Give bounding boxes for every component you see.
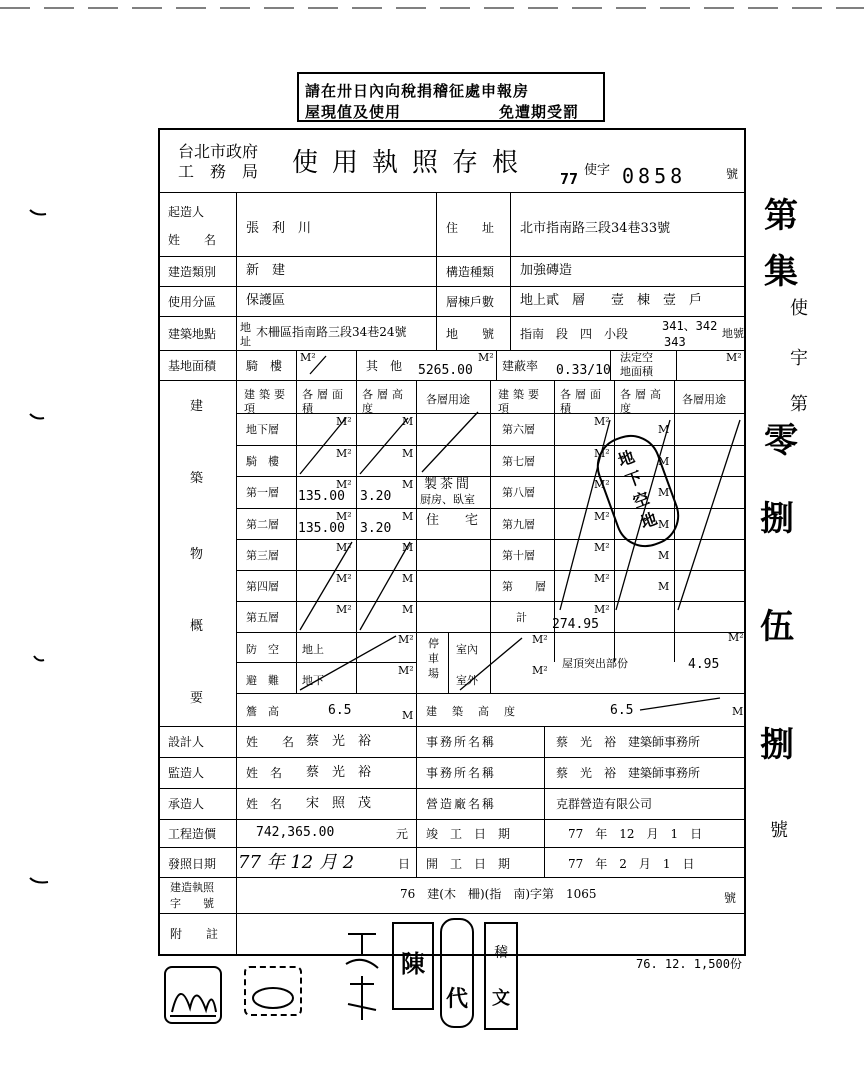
parking-indoor: 室內	[456, 643, 478, 656]
unit-arcade-height: M	[402, 447, 414, 460]
margin-char-10: 號	[770, 820, 788, 841]
unit-indoor: M²	[532, 633, 548, 646]
other-label: 其 他	[366, 359, 403, 373]
eaves-height-label: 簷 高	[246, 705, 279, 718]
unit-3f-height: M	[402, 541, 414, 554]
unit-7f-area: M²	[594, 447, 610, 460]
agency-name: 台北市政府	[178, 142, 259, 161]
floor-label-nf: 第 層	[502, 580, 546, 593]
other-unit: M²	[478, 351, 494, 364]
contractor-label: 承造人	[168, 797, 205, 811]
notice-line-2: 屋現值及使用	[305, 103, 402, 121]
building-permit-label-2: 字 號	[170, 897, 214, 910]
unit-9f-area: M²	[594, 510, 610, 523]
unit-building-height: M	[732, 705, 744, 718]
unit-4f-area: M²	[336, 572, 352, 585]
building-height: 6.5	[610, 703, 634, 718]
completion-date: 77 年 12 月 1 日	[568, 827, 703, 841]
unit-7f-height: M	[658, 455, 670, 468]
margin-char-4: 宇	[790, 348, 808, 369]
unit-2f-height: M	[402, 510, 414, 523]
col-head-height-right: 各層高度	[620, 388, 665, 415]
unit-5f-area: M²	[336, 603, 352, 616]
unit-8f-height: M	[658, 486, 670, 499]
permit-number: 0858	[622, 164, 687, 188]
margin-char-7: 捌	[760, 499, 794, 539]
margin-char-9: 捌	[760, 725, 794, 765]
overview-side-3: 物	[190, 547, 204, 562]
lot-label: 地 號	[446, 327, 495, 341]
permit-word: 使字	[584, 163, 611, 178]
designer-office-label: 事務所名稱	[426, 735, 497, 749]
arcade-unit: M²	[300, 351, 316, 364]
owner-name: 張 利 川	[246, 221, 312, 236]
unit-arcade-area: M²	[336, 447, 352, 460]
floor-2-use: 住 宅	[426, 513, 479, 528]
roof-projection-value: 4.95	[688, 657, 720, 672]
overview-side-5: 要	[190, 691, 204, 706]
issue-day-suffix: 日	[398, 857, 411, 871]
agency-bureau: 工 務 局	[178, 162, 259, 181]
designer-name-label: 姓 名	[246, 735, 295, 749]
parking-outdoor: 室外	[456, 674, 478, 687]
site-addr-label-2: 址	[240, 335, 251, 348]
signature-seal-dai-text: 代	[445, 986, 468, 1012]
coverage-label: 建蔽率	[502, 359, 539, 373]
floor-label-7f: 第七層	[502, 455, 535, 468]
owner-address-label: 住 址	[446, 221, 495, 235]
open-space-label-1: 法定空	[620, 351, 653, 364]
lot-number-2: 343	[664, 335, 686, 349]
arcade-label: 騎 樓	[246, 359, 283, 373]
remarks-label: 附 註	[170, 927, 219, 941]
issue-date-label: 發照日期	[168, 857, 217, 871]
cost-unit: 元	[396, 827, 409, 841]
unit-b1-area: M²	[336, 415, 352, 428]
unit-9f-height: M	[658, 518, 670, 531]
floor-label-10f: 第十層	[502, 549, 535, 562]
floors-label: 層棟戶數	[446, 295, 495, 309]
completion-date-label: 竣 工 日 期	[426, 827, 511, 841]
unit-10f-height: M	[658, 549, 670, 562]
col-head-use-right: 各層用途	[682, 393, 726, 406]
col-head-area-left: 各層面積	[302, 388, 347, 415]
unit-3f-area: M²	[336, 541, 352, 554]
unit-6f-height: M	[658, 423, 670, 436]
supervisor-name: 蔡 光 裕	[306, 765, 372, 780]
notice-line-2-end: 免遭期受罰	[499, 103, 580, 121]
floor-label-1f: 第一層	[246, 486, 279, 499]
start-date-label: 開 工 日 期	[426, 857, 511, 871]
signature-seal-chen-text: 陳	[401, 949, 425, 978]
building-permit-number: 76 建(木 柵)(指 南)字第 1065	[400, 887, 597, 901]
margin-char-8: 伍	[760, 607, 794, 647]
building-permit-suffix: 號	[724, 891, 737, 905]
supervisor-office-label: 事務所名稱	[426, 766, 497, 780]
floor-1-use: 製茶間	[424, 477, 473, 492]
owner-address: 北市指南路三段34巷33號	[520, 221, 671, 236]
issue-date: 77 年 12 月 2	[238, 852, 355, 873]
floor-2-area: 135.00	[298, 521, 345, 536]
zone-label: 使用分區	[168, 295, 217, 309]
designer-name: 蔡 光 裕	[306, 734, 372, 749]
lot-number-1: 341、342	[662, 319, 718, 333]
col-head-area-right: 各層面積	[560, 388, 605, 415]
approval-stamp-text: 地下空地	[615, 446, 660, 533]
shelter-above: 地上	[302, 643, 324, 656]
construction-firm-label: 營造廠名稱	[426, 797, 497, 811]
designer-office: 蔡 光 裕 建築師事務所	[556, 735, 701, 749]
unit-8f-area: M²	[594, 478, 610, 491]
floor-label-6f: 第六層	[502, 423, 535, 436]
floor-label-arcade: 騎 樓	[246, 455, 279, 468]
floor-label-9f: 第九層	[502, 518, 535, 531]
unit-outdoor: M²	[532, 664, 548, 677]
unit-10f-area: M²	[594, 541, 610, 554]
coverage-value: 0.33/10	[556, 363, 611, 378]
floor-label-4f: 第四層	[246, 580, 279, 593]
unit-nf-area: M²	[594, 572, 610, 585]
unit-5f-height: M	[402, 603, 414, 616]
project-cost: 742,365.00	[256, 825, 335, 840]
open-space-label-2: 地面積	[620, 365, 653, 378]
site-address: 木柵區指南路三段34巷24號	[256, 325, 407, 339]
civil-defense-label: 防 空	[246, 643, 279, 656]
unit-1f-height: M	[402, 478, 414, 491]
lot-suffix: 地號	[722, 327, 744, 340]
eaves-height: 6.5	[328, 703, 352, 718]
floors-value: 地上貳 層 壹 棟 壹 戶	[520, 293, 703, 308]
page-title: 使用執照存根	[292, 148, 533, 178]
floor-label-2f: 第二層	[246, 518, 279, 531]
unit-2f-area: M²	[336, 510, 352, 523]
margin-char-1: 第	[764, 196, 798, 236]
zone-value: 保護區	[246, 293, 286, 308]
supervisor-office: 蔡 光 裕 建築師事務所	[556, 766, 701, 780]
unit-total-area: M²	[594, 603, 610, 616]
margin-char-2: 集	[764, 252, 798, 292]
overview-side-1: 建	[190, 399, 204, 414]
unit-shelter-below: M²	[398, 664, 414, 677]
supervisor-name-label: 姓 名	[246, 766, 283, 780]
unit-nf-height: M	[658, 580, 670, 593]
permit-year: 77	[560, 170, 579, 188]
floor-label-b1: 地下層	[246, 423, 279, 436]
floor-1-use-2: 厨房、臥室	[420, 493, 475, 506]
owner-name-label: 姓 名	[168, 233, 217, 247]
notice-line-1: 請在卅日內向稅捐稽征處申報房	[305, 82, 530, 100]
floor-1-height: 3.20	[360, 489, 392, 504]
unit-4f-height: M	[402, 572, 414, 585]
floor-label-8f: 第八層	[502, 486, 535, 499]
floor-2-height: 3.20	[360, 521, 392, 536]
margin-char-6: 零	[764, 421, 798, 461]
col-head-use-left: 各層用途	[426, 393, 470, 406]
building-type-label: 建造類別	[168, 265, 217, 279]
unit-1f-area: M²	[336, 478, 352, 491]
unit-roof-top: M²	[728, 631, 744, 644]
building-height-label: 建 築 高 度	[426, 705, 517, 718]
other-area: 5265.00	[418, 363, 473, 378]
start-date: 77 年 2 月 1 日	[568, 857, 695, 871]
overview-side-4: 概	[190, 619, 204, 634]
construction-firm: 克群營造有限公司	[556, 797, 653, 811]
signature-seal-wen-text: 文	[492, 988, 510, 1009]
margin-char-3: 使	[790, 298, 808, 319]
total-area: 274.95	[552, 617, 599, 632]
unit-6f-area: M²	[594, 415, 610, 428]
col-head-item-right: 建築要項	[498, 388, 543, 415]
overview-side-2: 築	[190, 471, 204, 486]
site-addr-label-1: 地	[240, 321, 251, 334]
floor-label-5f: 第五層	[246, 611, 279, 624]
parking-label: 停車場	[428, 637, 439, 680]
contractor-name: 宋 照 茂	[306, 796, 372, 811]
owner-label: 起造人	[168, 205, 205, 219]
shelter-below: 地下	[302, 674, 324, 687]
contractor-name-label: 姓 名	[246, 797, 283, 811]
total-label: 計	[516, 611, 527, 624]
col-head-item-left: 建築要項	[244, 388, 289, 415]
unit-b1-height: M	[402, 415, 414, 428]
supervisor-label: 監造人	[168, 766, 205, 780]
permit-suffix: 號	[726, 167, 739, 181]
floor-label-3f: 第三層	[246, 549, 279, 562]
lot-section: 指南 段 四 小段	[520, 327, 629, 341]
signature-seal-ji-text: 稽	[494, 945, 508, 961]
print-run: 76. 12. 1,500份	[636, 957, 742, 971]
site-label: 建築地點	[168, 327, 217, 341]
unit-shelter-above: M²	[398, 633, 414, 646]
roof-projection-label: 屋頂突出部份	[562, 657, 628, 670]
building-type: 新 建	[246, 263, 286, 278]
project-cost-label: 工程造價	[168, 827, 217, 841]
margin-char-5: 第	[790, 394, 808, 415]
structure-type: 加強磚造	[520, 263, 573, 278]
site-area-label: 基地面積	[168, 359, 217, 373]
evacuation-label: 避 難	[246, 674, 279, 687]
designer-label: 設計人	[168, 735, 205, 749]
col-head-height-left: 各層高度	[362, 388, 407, 415]
structure-label: 構造種類	[446, 265, 495, 279]
open-space-unit: M²	[726, 351, 742, 364]
unit-eaves: M	[402, 709, 414, 722]
floor-1-area: 135.00	[298, 489, 345, 504]
building-permit-label-1: 建造執照	[170, 881, 214, 894]
